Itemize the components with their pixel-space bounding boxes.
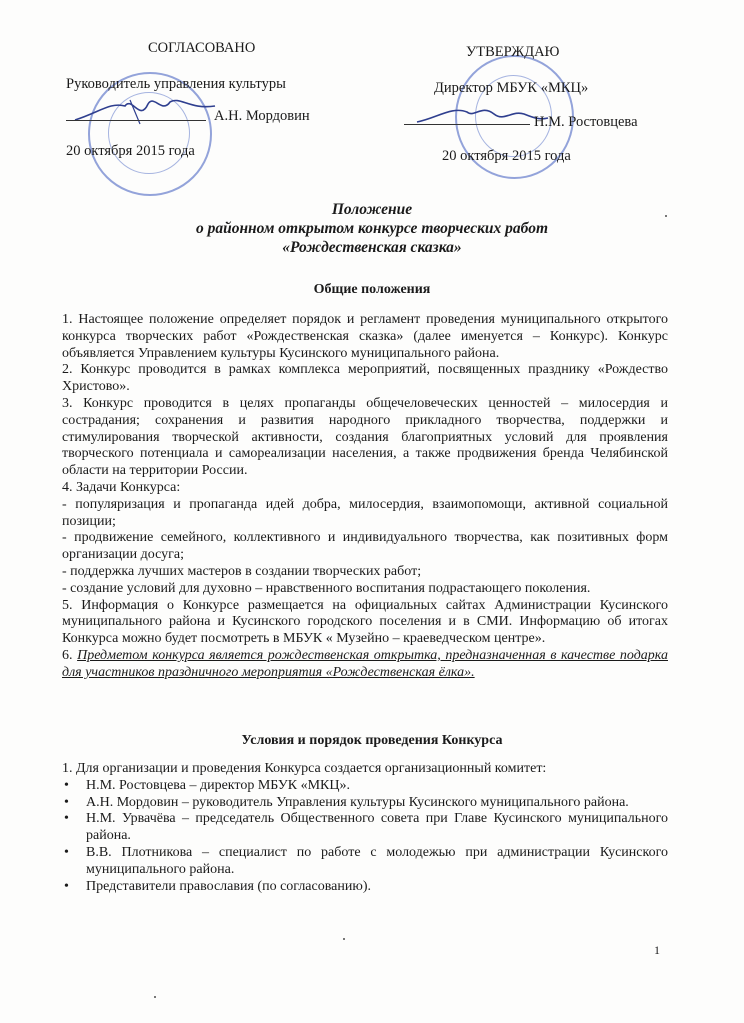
left-header-heading: СОГЛАСОВАНО xyxy=(148,40,256,56)
list-item: • Н.М. Урвачёва – председатель Общественного совета при Главе Кусинского муниципального района. xyxy=(62,811,668,845)
page-number: 1 xyxy=(654,943,660,957)
scan-speck xyxy=(343,938,345,940)
paragraph: - поддержка лучших мастеров в создании творческих работ; xyxy=(62,563,422,579)
right-signature-line xyxy=(404,114,530,125)
left-signature-line xyxy=(66,110,206,121)
right-header-heading: УТВЕРЖДАЮ xyxy=(466,44,560,60)
section-conditions-body xyxy=(62,761,668,895)
left-header-name: А.Н. Мордовин xyxy=(214,108,310,124)
paragraph: - продвижение семейного, коллективного и индивидуального творчества, как позитивных форм организации досуга; xyxy=(62,530,668,563)
paragraph: - создание условий для духовно – нравственного воспитания подрастающего поколения. xyxy=(62,580,591,596)
section-general-body xyxy=(62,312,668,682)
paragraph-subject xyxy=(62,648,668,682)
section-heading-general: Общие положения xyxy=(313,282,431,297)
paragraph: 1. Настоящее положение определяет порядок и регламент проведения муниципального открытого конкурса творческих работ «Рождественская сказка» (далее именуется – Конкурс). Конкурс объявляется Управлением культуры Кусинского муниципального района. xyxy=(62,312,668,361)
left-header-position: Руководитель управления культуры xyxy=(66,76,286,92)
right-header-name: Н.М. Ростовцева xyxy=(534,114,638,130)
title-line-1: Положение xyxy=(331,201,413,218)
paragraph: 3. Конкурс проводится в целях пропаганды общечеловеческих ценностей – милосердия и сострадания; сохранения и развития народного прикладного творчества, поддержки и стимулирования творческой активности, создания благоприятных условий для проявления творческого потенциала и самореализации населения, а также продвижения бренда Челябинской области на территории России. xyxy=(62,395,668,479)
paragraph: 2. Конкурс проводится в рамках комплекса мероприятий, посвященных празднику «Рождество Христово». xyxy=(62,362,668,395)
paragraph: 4. Задачи Конкурса: xyxy=(62,479,181,495)
list-item: • Н.М. Ростовцева – директор МБУК «МКЦ». xyxy=(62,778,668,795)
list-item: • Представители православия (по согласованию). xyxy=(62,879,668,896)
section-heading-conditions: Условия и порядок проведения Конкурса xyxy=(241,733,503,748)
paragraph: 1. Для организации и проведения Конкурса создается организационный комитет: xyxy=(62,761,547,776)
left-header-date: 20 октября 2015 года xyxy=(66,143,195,159)
item-6-number: 6. xyxy=(62,647,78,663)
item-6-text: Предметом конкурса является рождественская открытка, предназначенная в качестве подарка для участников праздничного мероприятия «Рождественская ёлка». xyxy=(62,647,668,680)
right-header-date: 20 октября 2015 года xyxy=(442,148,571,164)
paragraph: - популяризация и пропаганда идей добра, милосердия, взаимопомощи, активной социальной позиции; xyxy=(62,496,668,529)
document-title xyxy=(0,200,744,257)
list-item: • А.Н. Мордовин – руководитель Управления культуры Кусинского муниципального района. xyxy=(62,795,668,812)
scan-speck xyxy=(154,996,156,998)
title-line-3: «Рождественская сказка» xyxy=(282,239,462,256)
right-header-position: Директор МБУК «МКЦ» xyxy=(434,80,589,96)
title-line-2: о районном открытом конкурсе творческих работ xyxy=(195,220,549,237)
scan-speck xyxy=(665,215,667,217)
list-item: • В.В. Плотникова – специалист по работе с молодежью при администрации Кусинского муниципального района. xyxy=(62,845,668,879)
paragraph: 5. Информация о Конкурсе размещается на официальных сайтах Администрации Кусинского муниципального района и Кусинского городского поселения и в СМИ. Информацию об итогах Конкурса можно будет посмотреть в МБУК « Музейно – краеведческом центре». xyxy=(62,597,668,647)
